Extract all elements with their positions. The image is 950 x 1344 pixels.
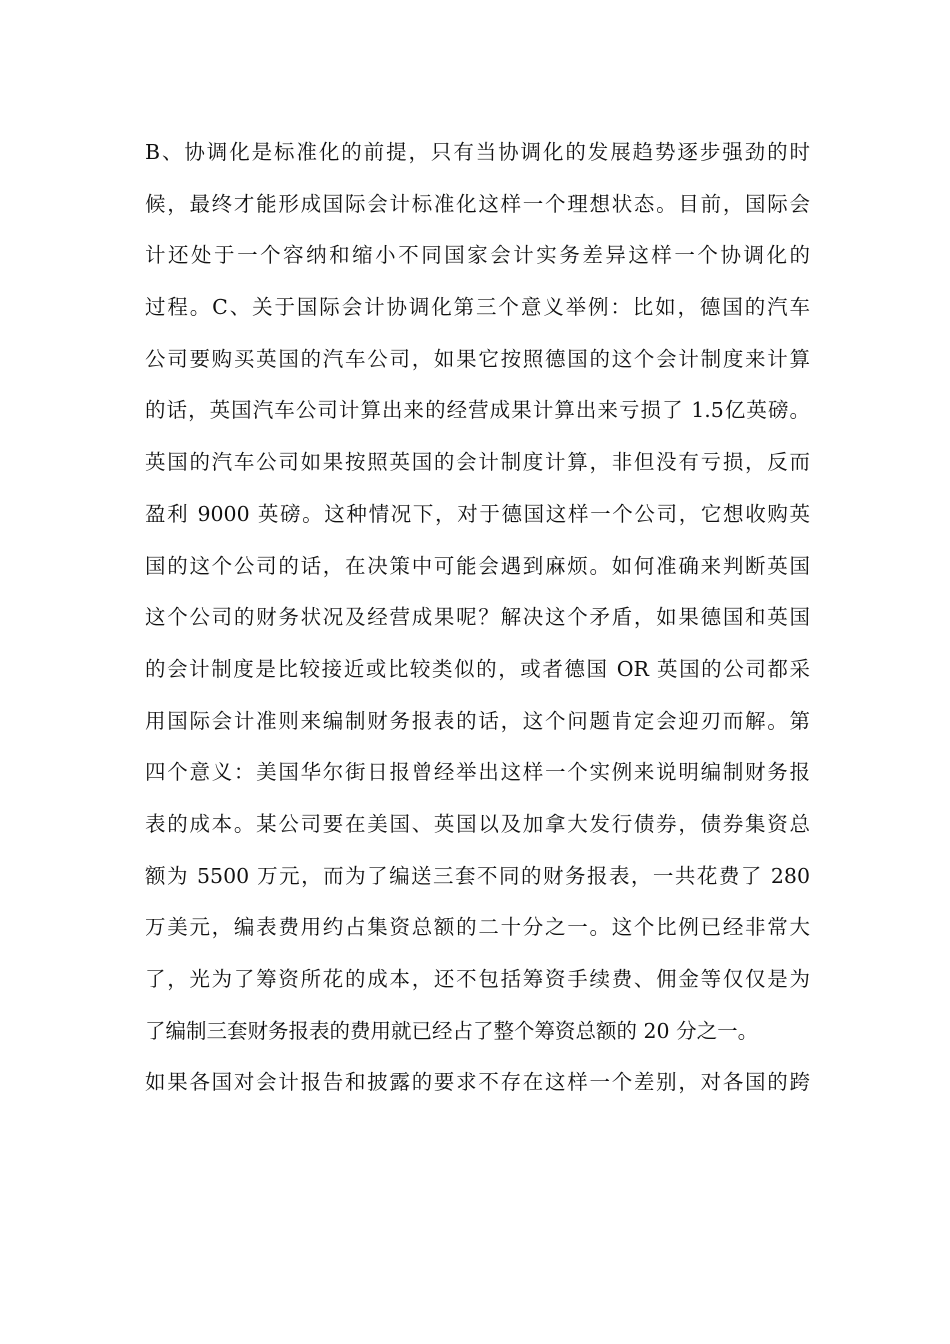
text-line: 用国际会计准则来编制财务报表的话，这个问题肯定会迎刃而解。第 [145, 708, 810, 733]
text-line: 英国的汽车公司如果按照英国的会计制度计算，非但没有亏损，反而 [145, 450, 810, 475]
text-line: 盈利 9000 英磅。这种情况下，对于德国这样一个公司，它想收购英 [145, 501, 810, 526]
text-line: 额为 5500 万元，而为了编送三套不同的财务报表，一共花费了 280 [145, 863, 810, 888]
text-line: 了，光为了筹资所花的成本，还不包括筹资手续费、佣金等仅仅是为 [145, 967, 810, 991]
text-line: 这个公司的财务状况及经营成果呢？解决这个矛盾，如果德国和英国 [145, 605, 810, 630]
text-line: 四个意义：美国华尔街日报曾经举出这样一个实例来说明编制财务报 [145, 760, 810, 785]
text-line: 国的这个公司的话，在决策中可能会遇到麻烦。如何准确来判断英国 [145, 553, 810, 578]
text-line: 的会计制度是比较接近或比较类似的，或者德国 OR 英国的公司都采 [145, 656, 810, 681]
text-line: 过程。C、关于国际会计协调化第三个意义举例：比如，德国的汽车 [145, 295, 810, 320]
text-line: 万美元，编表费用约占集资总额的二十分之一。这个比例已经非常大 [145, 915, 810, 940]
text-line: 的话，英国汽车公司计算出来的经营成果计算出来亏损了 1.5亿英磅。 [145, 398, 810, 423]
body-paragraph [145, 127, 810, 1109]
text-line: 候，最终才能形成国际会计标准化这样一个理想状态。目前，国际会 [145, 191, 810, 216]
text-line: 公司要购买英国的汽车公司，如果它按照德国的这个会计制度来计算 [145, 346, 810, 371]
text-line: 表的成本。某公司要在美国、英国以及加拿大发行债券，债券集资总 [145, 811, 810, 836]
text-line: 如果各国对会计报告和披露的要求不存在这样一个差别，对各国的跨 [145, 1070, 810, 1095]
text-line: B、协调化是标准化的前提，只有当协调化的发展趋势逐步强劲的时 [145, 140, 810, 164]
text-line: 计还处于一个容纳和缩小不同国家会计实务差异这样一个协调化的 [145, 243, 810, 268]
text-line: 了编制三套财务报表的费用就已经占了整个筹资总额的 20 分之一。 [145, 1018, 759, 1043]
